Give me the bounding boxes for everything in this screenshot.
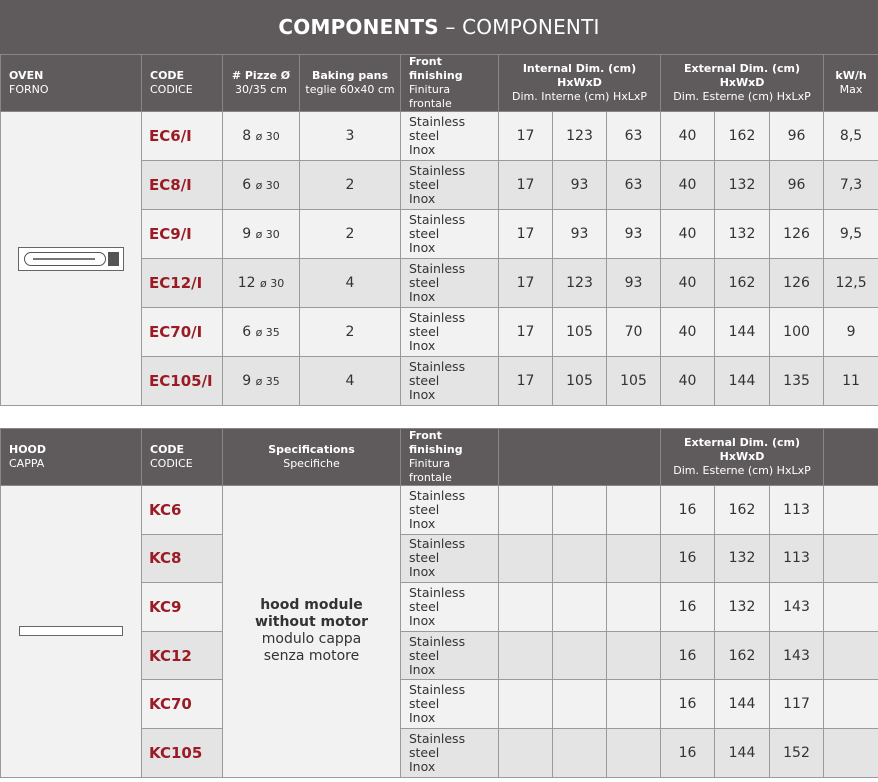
finish-cell [401, 583, 499, 632]
empty-cell [607, 534, 661, 583]
header-pizze: # Pizze Ø 30/35 cm [223, 55, 300, 112]
spec-en-2: without motor [255, 614, 368, 631]
finish-en: Stainless steel [409, 730, 466, 760]
external-dim-cell: 143 [770, 631, 824, 680]
header-external-dim: External Dim. (cm) HxWxD Dim. Esterne (cm) HxLxP [661, 429, 824, 486]
header-external-dim: External Dim. (cm) HxWxD Dim. Esterne (cm) HxLxP [661, 55, 824, 112]
title-rest: – COMPONENTI [438, 15, 600, 39]
empty-cell [553, 631, 607, 680]
pizze-diameter: ø 30 [260, 277, 285, 290]
code-cell: EC12/I [142, 259, 223, 308]
spec-en-1: hood module [260, 597, 363, 614]
external-dim-cell: 16 [661, 680, 715, 729]
finish-it: Inox [409, 387, 436, 402]
oven-image-cell [1, 112, 142, 406]
external-dim-cell: 40 [661, 210, 715, 259]
header-empty [499, 429, 661, 486]
finish-en: Stainless steel [409, 536, 466, 566]
external-dim-cell: 126 [770, 259, 824, 308]
external-dim-cell: 96 [770, 161, 824, 210]
kw-cell: 7,3 [824, 161, 878, 210]
finish-cell [401, 161, 499, 210]
header-empty-last [824, 429, 878, 486]
kw-cell: 9,5 [824, 210, 878, 259]
finish-it: Inox [409, 240, 436, 255]
empty-cell [499, 680, 553, 729]
pizze-count: 9 [242, 226, 252, 242]
internal-dim-cell: 17 [499, 112, 553, 161]
kw-cell: 8,5 [824, 112, 878, 161]
finish-en: Stainless steel [409, 261, 466, 290]
empty-cell [824, 534, 878, 583]
empty-cell [607, 631, 661, 680]
pizze-cell [223, 112, 300, 161]
pizze-count: 9 [242, 373, 252, 389]
finish-it: Inox [409, 338, 436, 353]
external-dim-cell: 113 [770, 534, 824, 583]
external-dim-cell: 144 [715, 357, 770, 406]
external-dim-cell: 40 [661, 112, 715, 161]
header-finish: Front finishing Finitura frontale [401, 55, 499, 112]
empty-cell [824, 486, 878, 535]
hood-table [0, 428, 878, 778]
kw-cell: 12,5 [824, 259, 878, 308]
internal-dim-cell: 63 [607, 161, 661, 210]
oven-panel-icon [108, 252, 119, 266]
finish-en: Stainless steel [409, 310, 466, 339]
header-finish: Front finishing Finitura frontale [401, 429, 499, 486]
external-dim-cell: 16 [661, 728, 715, 777]
header-kw: kW/h Max [824, 55, 878, 112]
internal-dim-cell: 105 [553, 357, 607, 406]
finish-en: Stainless steel [409, 584, 466, 614]
title-bold: COMPONENTS [278, 15, 439, 39]
external-dim-cell: 40 [661, 259, 715, 308]
internal-dim-cell: 105 [553, 308, 607, 357]
internal-dim-cell: 123 [553, 112, 607, 161]
internal-dim-cell: 93 [553, 161, 607, 210]
code-cell: KC8 [142, 534, 223, 583]
pizze-count: 12 [237, 275, 256, 291]
code-cell: KC105 [142, 728, 223, 777]
header-code: CODE CODICE [142, 55, 223, 112]
pans-cell: 2 [300, 210, 401, 259]
oven-table [0, 54, 878, 406]
oven-door-icon [24, 252, 106, 266]
external-dim-cell: 132 [715, 583, 770, 632]
pizze-diameter: ø 35 [255, 326, 280, 339]
external-dim-cell: 144 [715, 308, 770, 357]
finish-en: Stainless steel [409, 359, 466, 388]
finish-cell [401, 357, 499, 406]
finish-cell [401, 112, 499, 161]
table-row [1, 112, 878, 161]
finish-cell [401, 680, 499, 729]
pans-cell: 4 [300, 259, 401, 308]
code-cell: EC9/I [142, 210, 223, 259]
empty-cell [607, 728, 661, 777]
pizze-count: 6 [242, 324, 252, 340]
pans-cell: 3 [300, 112, 401, 161]
header-spec: Specifications Specifiche [223, 429, 401, 486]
finish-cell [401, 210, 499, 259]
external-dim-cell: 16 [661, 534, 715, 583]
internal-dim-cell: 17 [499, 357, 553, 406]
finish-en: Stainless steel [409, 487, 466, 517]
hood-image-cell [1, 486, 142, 778]
pans-cell: 4 [300, 357, 401, 406]
external-dim-cell: 162 [715, 486, 770, 535]
finish-cell [401, 534, 499, 583]
pizze-cell [223, 357, 300, 406]
finish-it: Inox [409, 515, 436, 531]
finish-cell [401, 631, 499, 680]
internal-dim-cell: 93 [607, 210, 661, 259]
external-dim-cell: 135 [770, 357, 824, 406]
pizze-diameter: ø 30 [255, 228, 280, 241]
empty-cell [553, 728, 607, 777]
external-dim-cell: 40 [661, 357, 715, 406]
empty-cell [607, 486, 661, 535]
pizze-diameter: ø 30 [255, 179, 280, 192]
finish-it: Inox [409, 758, 436, 774]
internal-dim-cell: 93 [607, 259, 661, 308]
pans-cell: 2 [300, 308, 401, 357]
code-cell: KC70 [142, 680, 223, 729]
finish-it: Inox [409, 612, 436, 628]
header-internal-dim: Internal Dim. (cm) HxWxD Dim. Interne (cm) HxLxP [499, 55, 661, 112]
internal-dim-cell: 70 [607, 308, 661, 357]
empty-cell [607, 680, 661, 729]
external-dim-cell: 144 [715, 728, 770, 777]
external-dim-cell: 16 [661, 486, 715, 535]
pizze-diameter: ø 30 [255, 130, 280, 143]
empty-cell [499, 728, 553, 777]
pizze-diameter: ø 35 [255, 375, 280, 388]
pizze-cell [223, 308, 300, 357]
empty-cell [499, 486, 553, 535]
external-dim-cell: 100 [770, 308, 824, 357]
internal-dim-cell: 93 [553, 210, 607, 259]
external-dim-cell: 126 [770, 210, 824, 259]
code-cell: EC70/I [142, 308, 223, 357]
finish-it: Inox [409, 710, 436, 726]
external-dim-cell: 16 [661, 631, 715, 680]
code-cell: KC12 [142, 631, 223, 680]
oven-header-row [1, 55, 878, 112]
pizze-cell [223, 259, 300, 308]
empty-cell [824, 631, 878, 680]
external-dim-cell: 132 [715, 534, 770, 583]
header-oven: OVEN FORNO [1, 55, 142, 112]
external-dim-cell: 152 [770, 728, 824, 777]
pizze-cell [223, 210, 300, 259]
finish-cell [401, 728, 499, 777]
table-row [1, 486, 878, 535]
pizze-count: 6 [242, 177, 252, 193]
pans-cell: 2 [300, 161, 401, 210]
empty-cell [553, 680, 607, 729]
oven-icon [18, 247, 124, 271]
page-title [0, 0, 878, 54]
external-dim-cell: 162 [715, 112, 770, 161]
finish-it: Inox [409, 191, 436, 206]
finish-cell [401, 486, 499, 535]
internal-dim-cell: 17 [499, 210, 553, 259]
pizze-count: 8 [242, 128, 252, 144]
finish-en: Stainless steel [409, 212, 466, 241]
internal-dim-cell: 63 [607, 112, 661, 161]
external-dim-cell: 143 [770, 583, 824, 632]
kw-cell: 11 [824, 357, 878, 406]
external-dim-cell: 40 [661, 161, 715, 210]
empty-cell [553, 486, 607, 535]
code-cell: EC8/I [142, 161, 223, 210]
spec-it-2: senza motore [263, 648, 360, 665]
finish-cell [401, 308, 499, 357]
internal-dim-cell: 105 [607, 357, 661, 406]
hood-header-row [1, 429, 878, 486]
spec-cell [223, 486, 401, 778]
code-cell: EC6/I [142, 112, 223, 161]
finish-it: Inox [409, 661, 436, 677]
finish-it: Inox [409, 289, 436, 304]
finish-cell [401, 259, 499, 308]
external-dim-cell: 117 [770, 680, 824, 729]
external-dim-cell: 16 [661, 583, 715, 632]
header-code: CODE CODICE [142, 429, 223, 486]
finish-en: Stainless steel [409, 163, 466, 192]
finish-en: Stainless steel [409, 633, 466, 663]
empty-cell [499, 534, 553, 583]
external-dim-cell: 96 [770, 112, 824, 161]
external-dim-cell: 132 [715, 210, 770, 259]
empty-cell [499, 583, 553, 632]
finish-en: Stainless steel [409, 114, 466, 143]
finish-it: Inox [409, 564, 436, 580]
empty-cell [607, 583, 661, 632]
external-dim-cell: 144 [715, 680, 770, 729]
empty-cell [553, 583, 607, 632]
empty-cell [824, 583, 878, 632]
empty-cell [499, 631, 553, 680]
external-dim-cell: 40 [661, 308, 715, 357]
internal-dim-cell: 123 [553, 259, 607, 308]
empty-cell [553, 534, 607, 583]
header-hood: HOOD CAPPA [1, 429, 142, 486]
internal-dim-cell: 17 [499, 161, 553, 210]
external-dim-cell: 132 [715, 161, 770, 210]
code-cell: EC105/I [142, 357, 223, 406]
code-cell: KC9 [142, 583, 223, 632]
spec-it-1: modulo cappa [261, 631, 362, 648]
internal-dim-cell: 17 [499, 259, 553, 308]
external-dim-cell: 162 [715, 259, 770, 308]
finish-en: Stainless steel [409, 682, 466, 712]
empty-cell [824, 680, 878, 729]
code-cell: KC6 [142, 486, 223, 535]
external-dim-cell: 162 [715, 631, 770, 680]
empty-cell [824, 728, 878, 777]
hood-icon [19, 626, 123, 636]
finish-it: Inox [409, 142, 436, 157]
header-pans: Baking pans teglie 60x40 cm [300, 55, 401, 112]
pizze-cell [223, 161, 300, 210]
kw-cell: 9 [824, 308, 878, 357]
external-dim-cell: 113 [770, 486, 824, 535]
internal-dim-cell: 17 [499, 308, 553, 357]
